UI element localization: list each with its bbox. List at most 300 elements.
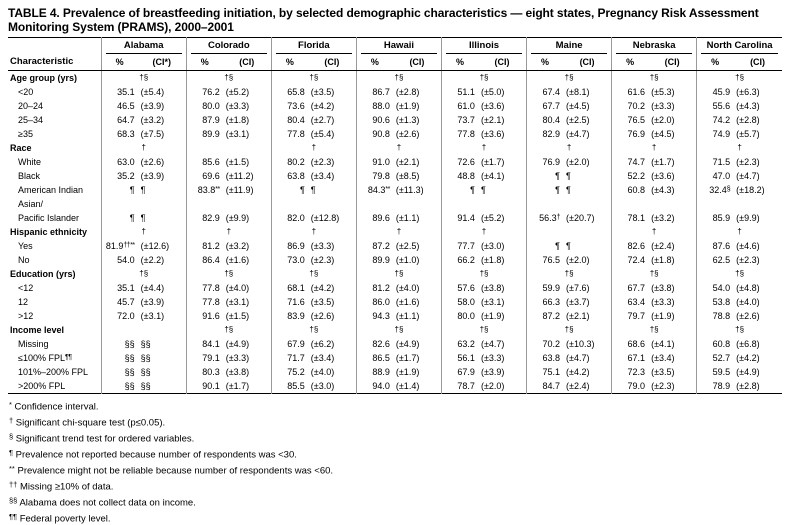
ci-value-cell: (±2.3) — [736, 255, 760, 265]
significance-marker-cell: † — [101, 225, 186, 239]
value-marker: ** — [385, 186, 390, 193]
ci-value-cell: (±4.2) — [310, 283, 335, 293]
percent-value-cell: 52.2 — [612, 169, 648, 183]
significance-marker-cell: † — [697, 141, 782, 155]
row-label: 12 — [18, 297, 29, 307]
percent-header: % — [612, 55, 648, 71]
ci-value-cell: (±4.2) — [736, 353, 760, 363]
percent-value-cell — [612, 197, 648, 211]
percent-value-cell: 80.4 — [527, 113, 563, 127]
percent-value-cell: 83.8** — [186, 183, 222, 197]
significance-marker-cell: † — [612, 141, 697, 155]
table-row — [8, 239, 782, 253]
percent-value-cell — [101, 197, 137, 211]
significance-marker-cell: †§ — [442, 71, 527, 86]
percent-value-cell: 94.0 — [356, 379, 392, 394]
ci-value-cell: (±2.6) — [395, 129, 420, 139]
ci-value-cell — [223, 197, 272, 211]
significance-marker-cell: † — [356, 225, 441, 239]
ci-value-cell: (±4.5) — [566, 101, 590, 111]
ci-value-cell: §§ — [140, 353, 151, 363]
row-label: No — [18, 255, 30, 265]
percent-value-cell: 72.0 — [101, 309, 137, 323]
percent-value-cell: 79.7 — [612, 309, 648, 323]
value-marker: † — [556, 214, 561, 221]
state-name: Maine — [531, 40, 607, 54]
percent-header: % — [186, 55, 222, 71]
ci-value-cell: (±4.0) — [736, 297, 760, 307]
ci-value-cell: (±20.7) — [566, 213, 595, 223]
percent-value-cell: 67.7 — [612, 281, 648, 295]
percent-value-cell: 82.9 — [186, 211, 222, 225]
percent-value-cell: 70.2 — [527, 337, 563, 351]
significance-marker-cell: †§ — [697, 267, 782, 281]
ci-value-cell: (±1.7) — [651, 157, 675, 167]
percent-value-cell: 80.3 — [186, 365, 222, 379]
percent-header: % — [697, 55, 733, 71]
footnote: † Significant chi-square test (p≤0.05). — [9, 416, 166, 429]
percent-value-cell: 84.3** — [356, 183, 392, 197]
ci-value-cell: (±1.5) — [225, 157, 250, 167]
state-header-alabama — [101, 38, 186, 56]
ci-value-cell: (±11.9) — [225, 185, 254, 195]
percent-value-cell: 82.0 — [271, 211, 307, 225]
table-row — [8, 183, 782, 197]
percent-value-cell: 63.0 — [101, 155, 137, 169]
percent-value-cell — [442, 197, 478, 211]
footnote: ¶¶ Federal poverty level. — [9, 512, 111, 525]
ci-value-cell: (±8.1) — [566, 87, 590, 97]
percent-value-cell: 81.2 — [186, 239, 222, 253]
ci-value-cell: (±3.8) — [651, 283, 675, 293]
significance-marker-cell: †§ — [527, 71, 612, 86]
percent-value-cell: 68.6 — [612, 337, 648, 351]
percent-value-cell: 61.6 — [612, 85, 648, 99]
ci-value-cell: (±3.3) — [651, 297, 675, 307]
table-row — [8, 85, 782, 99]
significance-marker-cell: †§ — [271, 71, 356, 86]
percent-value-cell: 76.9 — [612, 127, 648, 141]
ci-value-cell: (±5.7) — [736, 129, 760, 139]
ci-value-cell: (±1.4) — [395, 381, 420, 391]
significance-marker-cell: † — [186, 225, 271, 239]
percent-value-cell: 80.4 — [271, 113, 307, 127]
percent-value-cell — [186, 197, 222, 211]
percent-value-cell: 87.2 — [356, 239, 392, 253]
ci-value-cell: (±6.3) — [736, 87, 760, 97]
percent-value-cell: 82.6 — [612, 239, 648, 253]
percent-value-cell: 86.4 — [186, 253, 222, 267]
percent-value-cell: 74.9 — [697, 127, 733, 141]
significance-marker-cell — [527, 225, 612, 239]
ci-value-cell — [393, 197, 442, 211]
percent-value-cell: 77.7 — [442, 239, 478, 253]
ci-value-cell: (±3.0) — [310, 381, 335, 391]
percent-value-cell — [271, 197, 307, 211]
row-label: Education (yrs) — [10, 269, 76, 279]
percent-value-cell: 57.6 — [442, 281, 478, 295]
percent-value-cell: 81.9††** — [101, 239, 137, 253]
percent-value-cell: 77.8 — [186, 295, 222, 309]
percent-value-cell: 90.6 — [356, 113, 392, 127]
table-row — [8, 127, 782, 141]
state-header-nebraska — [612, 38, 697, 56]
row-label: >200% FPL — [18, 381, 66, 391]
ci-header: (CI*) — [138, 55, 187, 71]
ci-value-cell: §§ — [140, 381, 151, 391]
table-row — [8, 351, 782, 365]
ci-header: (CI) — [563, 55, 612, 71]
percent-value-cell: 72.3 — [612, 365, 648, 379]
table-row — [8, 99, 782, 113]
ci-value-cell: (±4.9) — [395, 339, 420, 349]
ci-value-cell: (±2.8) — [395, 87, 420, 97]
footnote: §§ Alabama does not collect data on income. — [9, 496, 196, 509]
percent-value-cell: 71.6 — [271, 295, 307, 309]
state-name: Nebraska — [616, 40, 692, 54]
ci-header: (CI) — [478, 55, 527, 71]
percent-value-cell: 47.0 — [697, 169, 733, 183]
significance-marker-cell: †§ — [186, 323, 271, 337]
footnote: ** Prevalence might not be reliable because number of respondents was <60. — [9, 464, 334, 477]
ci-value-cell — [648, 197, 697, 211]
ci-header: (CI) — [223, 55, 272, 71]
row-label: Yes — [18, 241, 33, 251]
ci-header: (CI) — [648, 55, 697, 71]
percent-value-cell: 66.2 — [442, 253, 478, 267]
significance-marker-cell: † — [612, 225, 697, 239]
table-row — [8, 337, 782, 351]
ci-value-cell: (±7.5) — [140, 129, 165, 139]
ci-value-cell: (±1.9) — [395, 101, 420, 111]
percent-value-cell: 62.5 — [697, 253, 733, 267]
row-label: Age group (yrs) — [10, 73, 78, 83]
percent-value-cell — [527, 197, 563, 211]
percent-value-cell: 63.8 — [527, 351, 563, 365]
percent-value-cell: 67.4 — [527, 85, 563, 99]
percent-value-cell: 77.8 — [186, 281, 222, 295]
percent-value-cell: 35.2 — [101, 169, 137, 183]
ci-value-cell: (±3.9) — [140, 171, 165, 181]
percent-value-cell: 91.0 — [356, 155, 392, 169]
ci-value-cell: (±1.6) — [395, 297, 420, 307]
percent-value-cell: ¶ — [101, 211, 137, 225]
ci-value-cell: (±4.0) — [225, 283, 250, 293]
percent-header: % — [527, 55, 563, 71]
row-label: 25–34 — [18, 115, 44, 125]
percent-value-cell: 86.9 — [271, 239, 307, 253]
section-row — [8, 71, 782, 86]
footnote-symbol: †† — [9, 480, 18, 489]
ci-value-cell: (±4.2) — [310, 101, 335, 111]
percent-value-cell: 83.9 — [271, 309, 307, 323]
percent-value-cell: 60.8 — [697, 337, 733, 351]
percent-value-cell: 78.9 — [697, 379, 733, 394]
ci-value-cell: (±11.3) — [395, 185, 424, 195]
ci-value-cell: (±4.5) — [651, 129, 675, 139]
percent-value-cell: 59.5 — [697, 365, 733, 379]
percent-value-cell: 87.2 — [527, 309, 563, 323]
row-label: American Indian — [18, 185, 84, 195]
percent-value-cell: 80.0 — [442, 309, 478, 323]
percent-value-cell: 73.0 — [271, 253, 307, 267]
state-header-row — [8, 38, 782, 56]
ci-value-cell: (±9.9) — [736, 213, 760, 223]
ci-value-cell: (±2.3) — [736, 157, 760, 167]
percent-value-cell: 51.1 — [442, 85, 478, 99]
ci-header: (CI) — [733, 55, 782, 71]
percent-value-cell: §§ — [101, 351, 137, 365]
row-label: ≥35 — [18, 129, 33, 139]
table-row — [8, 295, 782, 309]
percent-value-cell: 78.8 — [697, 309, 733, 323]
significance-marker-cell: †§ — [356, 323, 441, 337]
ci-value-cell: (±18.2) — [736, 185, 765, 195]
ci-value-cell: (±1.1) — [395, 213, 420, 223]
percent-value-cell: 81.2 — [356, 281, 392, 295]
significance-marker-cell: †§ — [612, 323, 697, 337]
percent-value-cell: §§ — [101, 365, 137, 379]
ci-value-cell: ¶ — [310, 185, 316, 195]
percent-value-cell: 75.2 — [271, 365, 307, 379]
ci-value-cell: (±4.2) — [566, 367, 590, 377]
ci-value-cell: (±3.3) — [225, 101, 250, 111]
ci-value-cell: (±1.1) — [395, 311, 420, 321]
percent-value-cell: 68.1 — [271, 281, 307, 295]
ci-value-cell: (±2.0) — [566, 157, 590, 167]
table-row — [8, 281, 782, 295]
ci-value-cell: (±2.8) — [736, 115, 760, 125]
ci-value-cell: (±3.4) — [651, 353, 675, 363]
ci-value-cell: (±4.3) — [651, 185, 675, 195]
ci-value-cell — [138, 197, 187, 211]
percent-value-cell: 56.1 — [442, 351, 478, 365]
ci-value-cell: §§ — [140, 339, 151, 349]
significance-marker-cell: †§ — [697, 323, 782, 337]
percent-header: % — [356, 55, 392, 71]
ci-value-cell — [308, 197, 357, 211]
ci-value-cell: (±4.8) — [736, 283, 760, 293]
ci-value-cell: (±1.8) — [480, 255, 505, 265]
percent-value-cell: 89.9 — [186, 127, 222, 141]
percent-value-cell: 70.2 — [612, 99, 648, 113]
percent-value-cell: 87.6 — [697, 239, 733, 253]
percent-value-cell: 52.7 — [697, 351, 733, 365]
ci-value-cell: (±2.8) — [736, 381, 760, 391]
percent-value-cell: 67.1 — [612, 351, 648, 365]
ci-value-cell: (±3.5) — [310, 297, 335, 307]
ci-value-cell: (±3.2) — [140, 115, 165, 125]
percent-value-cell: ¶ — [527, 183, 563, 197]
percent-value-cell: 77.8 — [442, 127, 478, 141]
percent-value-cell: 45.7 — [101, 295, 137, 309]
percent-value-cell: ¶ — [101, 183, 137, 197]
significance-marker-cell — [186, 141, 271, 155]
percent-value-cell: 72.6 — [442, 155, 478, 169]
ci-value-cell: ¶ — [566, 241, 571, 251]
ci-value-cell: (±2.1) — [395, 157, 420, 167]
percent-value-cell: ¶ — [527, 239, 563, 253]
ci-value-cell: (±3.0) — [480, 241, 505, 251]
ci-value-cell: §§ — [140, 367, 151, 377]
percent-value-cell: 58.0 — [442, 295, 478, 309]
percent-value-cell: §§ — [101, 337, 137, 351]
significance-marker-cell: †§ — [697, 71, 782, 86]
percent-value-cell: 54.0 — [101, 253, 137, 267]
ci-value-cell: (±4.0) — [395, 283, 420, 293]
row-label: 20–24 — [18, 101, 44, 111]
percent-value-cell: 90.1 — [186, 379, 222, 394]
percent-value-cell: 64.7 — [101, 113, 137, 127]
ci-value-cell: (±12.6) — [140, 241, 170, 251]
ci-value-cell: (±10.3) — [566, 339, 595, 349]
ci-value-cell: (±3.1) — [480, 297, 505, 307]
significance-marker-cell: † — [442, 141, 527, 155]
row-label: Black — [18, 171, 41, 181]
section-row — [8, 141, 782, 155]
ci-value-cell: (±2.3) — [651, 381, 675, 391]
ci-value-cell: (±4.7) — [480, 339, 505, 349]
row-label: >12 — [18, 311, 34, 321]
table-row — [8, 379, 782, 394]
row-label: <12 — [18, 283, 34, 293]
ci-value-cell: (±3.1) — [225, 129, 250, 139]
footnote-symbol: ** — [9, 464, 15, 473]
state-name: North Carolina — [701, 40, 778, 54]
ci-value-cell: (±1.8) — [225, 115, 250, 125]
percent-value-cell: 94.3 — [356, 309, 392, 323]
ci-value-cell: (±5.4) — [140, 87, 165, 97]
percent-value-cell: 46.5 — [101, 99, 137, 113]
percent-value-cell: 85.5 — [271, 379, 307, 394]
percent-value-cell: 90.8 — [356, 127, 392, 141]
percent-value-cell: 84.1 — [186, 337, 222, 351]
significance-marker-cell: †§ — [612, 71, 697, 86]
ci-value-cell: (±1.5) — [225, 311, 250, 321]
ci-value-cell: (±2.3) — [310, 255, 335, 265]
table-row — [8, 365, 782, 379]
percent-value-cell: ¶ — [442, 183, 478, 197]
significance-marker-cell: †§ — [612, 267, 697, 281]
footnote: †† Missing ≥10% of data. — [9, 480, 114, 493]
percent-value-cell: 88.0 — [356, 99, 392, 113]
ci-value-cell: (±4.0) — [310, 367, 335, 377]
ci-value-cell: (±1.0) — [395, 255, 420, 265]
ci-value-cell: (±5.2) — [225, 87, 250, 97]
ci-value-cell: (±2.0) — [480, 381, 505, 391]
footnote-symbol: ¶ — [9, 448, 14, 457]
percent-value-cell: 79.1 — [186, 351, 222, 365]
percent-value-cell: 73.7 — [442, 113, 478, 127]
table-row — [8, 309, 782, 323]
section-row — [8, 267, 782, 281]
table-row — [8, 253, 782, 267]
ci-value-cell: (±1.7) — [480, 157, 505, 167]
percent-header: % — [442, 55, 478, 71]
ci-value-cell: (±1.9) — [395, 367, 420, 377]
percent-value-cell: 77.8 — [271, 127, 307, 141]
footnote: * Confidence interval. — [9, 400, 99, 413]
ci-value-cell: (±3.5) — [310, 87, 335, 97]
ci-header: (CI) — [308, 55, 357, 71]
ci-value-cell: (±3.9) — [140, 101, 165, 111]
significance-marker-cell — [101, 323, 186, 337]
percent-value-cell: §§ — [101, 379, 137, 394]
ci-value-cell: (±3.5) — [651, 367, 675, 377]
state-name: Florida — [276, 40, 352, 54]
percent-value-cell: 67.7 — [527, 99, 563, 113]
ci-value-cell: (±2.2) — [140, 255, 165, 265]
percent-value-cell: ¶ — [271, 183, 307, 197]
table-row — [8, 169, 782, 183]
percent-value-cell: 63.2 — [442, 337, 478, 351]
footnote: ¶ Prevalence not reported because number of respondents was <30. — [9, 448, 297, 461]
percent-value-cell: 53.8 — [697, 295, 733, 309]
ci-value-cell: (±2.6) — [736, 311, 760, 321]
row-label: ≤100% FPL¶¶ — [18, 353, 72, 363]
percent-value-cell: 74.7 — [612, 155, 648, 169]
ci-value-cell: ¶ — [566, 171, 571, 181]
percent-value-cell: 69.6 — [186, 169, 222, 183]
value-marker: § — [726, 186, 731, 193]
percent-value-cell: 45.9 — [697, 85, 733, 99]
ci-value-cell: (±3.4) — [310, 353, 335, 363]
percent-value-cell: 76.5 — [527, 253, 563, 267]
ci-value-cell: (±3.2) — [225, 241, 250, 251]
ci-value-cell: (±2.6) — [310, 311, 335, 321]
significance-marker-cell: †§ — [101, 71, 186, 86]
ci-value-cell: (±4.6) — [736, 241, 760, 251]
ci-value-cell: (±5.0) — [480, 87, 505, 97]
state-header-illinois — [442, 38, 527, 56]
percent-value-cell: 79.8 — [356, 169, 392, 183]
significance-marker-cell: †§ — [442, 323, 527, 337]
state-name: Illinois — [446, 40, 522, 54]
ci-value-cell — [733, 197, 782, 211]
row-label: Hispanic ethnicity — [10, 227, 88, 237]
ci-value-cell: (±1.3) — [395, 115, 420, 125]
percent-value-cell: 86.5 — [356, 351, 392, 365]
percent-value-cell: 63.4 — [612, 295, 648, 309]
percent-value-cell — [356, 197, 392, 211]
row-label: Missing — [18, 339, 49, 349]
percent-value-cell — [697, 197, 733, 211]
characteristic-header: Characteristic — [8, 55, 101, 71]
significance-marker-cell: †§ — [527, 267, 612, 281]
ci-value-cell: (±1.7) — [395, 353, 420, 363]
percent-value-cell: 86.0 — [356, 295, 392, 309]
state-header-maine — [527, 38, 612, 56]
ci-value-cell: (±3.3) — [310, 241, 335, 251]
footnote-symbol: § — [9, 432, 14, 441]
ci-value-cell: (±2.4) — [566, 381, 590, 391]
ci-value-cell: (±2.5) — [566, 115, 590, 125]
ci-value-cell: (±3.8) — [225, 367, 250, 377]
percent-value-cell: 89.9 — [356, 253, 392, 267]
percent-value-cell: 82.6 — [356, 337, 392, 351]
state-name: Hawaii — [361, 40, 437, 54]
percent-value-cell: 88.9 — [356, 365, 392, 379]
ci-value-cell: (±3.3) — [480, 353, 505, 363]
footnote-symbol: ¶¶ — [9, 512, 18, 521]
ci-value-cell: (±3.4) — [310, 171, 335, 181]
significance-marker-cell: † — [697, 225, 782, 239]
percent-value-cell: 71.5 — [697, 155, 733, 169]
significance-marker-cell: †§ — [356, 71, 441, 86]
table-title: TABLE 4. Prevalence of breastfeeding initiation, by selected demographic characteristics — eight states, Pregnancy Risk Assessment Monitoring System (PRAMS), 2000–2001 — [8, 6, 759, 34]
ci-value-cell: (±1.7) — [225, 381, 250, 391]
percent-value-cell: 48.8 — [442, 169, 478, 183]
